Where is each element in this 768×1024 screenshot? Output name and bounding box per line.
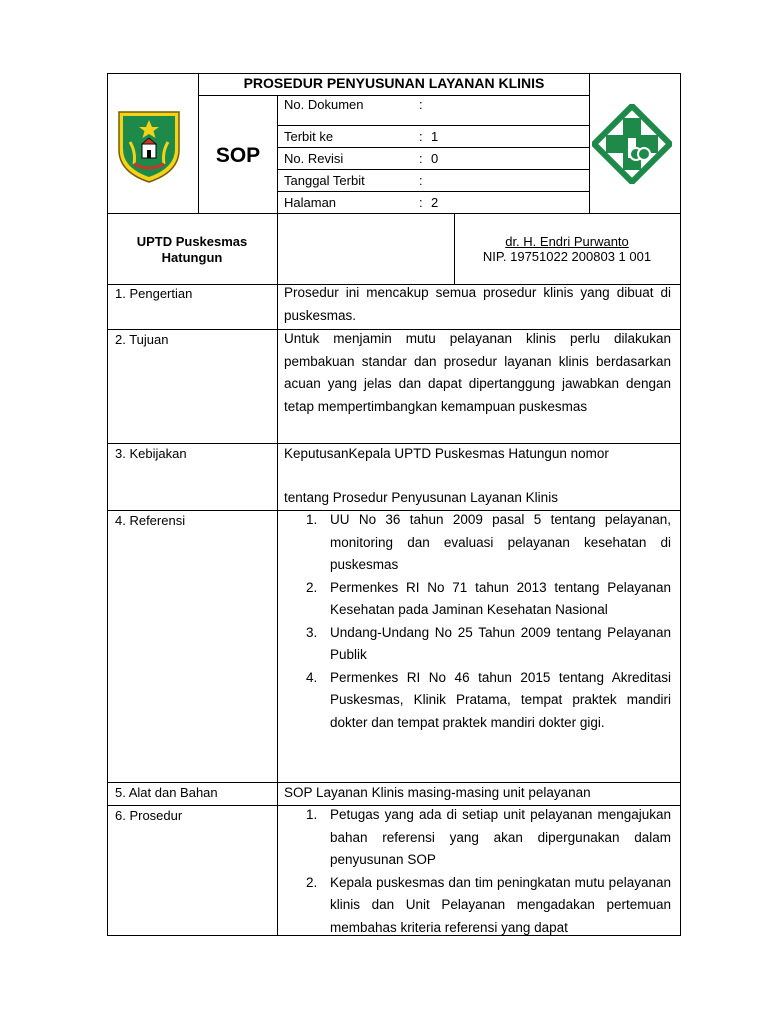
meta-value-terbit-ke: 1 xyxy=(431,129,439,144)
label-referensi: 4. Referensi xyxy=(115,513,186,528)
label-tujuan: 2. Tujuan xyxy=(115,332,169,347)
content-divider xyxy=(277,284,278,936)
signer-name: dr. H. Endri Purwanto xyxy=(505,234,629,249)
meta-label-tanggal-terbit: Tanggal Terbit xyxy=(284,173,365,188)
list-item-text: Permenkes RI No 71 tahun 2013 tentang Pelayanan Kesehatan pada Jaminan Kesehatan Nasional xyxy=(330,579,671,617)
meta-label-halaman: Halaman xyxy=(284,195,337,210)
meta-value-no-revisi: 0 xyxy=(431,151,439,166)
meta-label-no-dokumen: No. Dokumen xyxy=(284,97,364,112)
list-item-number: 1. xyxy=(306,807,318,822)
text-alat-bahan: SOP Layanan Klinis masing-masing unit pelayanan xyxy=(284,785,591,800)
org-name-line2: Hatungun xyxy=(161,250,223,265)
list-item-number: 2. xyxy=(306,579,318,595)
meta-sep-tanggal-terbit: : xyxy=(419,173,423,188)
list-item-number: 1. xyxy=(306,512,318,527)
list-item-text: UU No 36 tahun 2009 pasal 5 tentang pelayanan, monitoring dan evaluasi pelayanan kesehatan di puskesmas xyxy=(330,512,671,572)
meta-line-3 xyxy=(277,169,590,170)
header-bottom-line xyxy=(107,213,681,214)
sop-label: SOP xyxy=(215,144,261,167)
list-item-number: 3. xyxy=(306,624,318,640)
regency-emblem-icon xyxy=(114,106,184,184)
org-name-line1: UPTD Puskesmas xyxy=(136,234,248,249)
list-item-text: Permenkes RI No 46 tahun 2015 tentang Akreditasi Puskesmas, Klinik Pratama, tempat praktek mandiri dokter dan tempat praktek mandiri dokter gigi. xyxy=(330,669,671,730)
document-title: PROSEDUR PENYUSUNAN LAYANAN KLINIS xyxy=(243,75,545,91)
row-sep-2 xyxy=(107,443,681,444)
meta-sep-no-dokumen: : xyxy=(419,97,423,112)
list-item xyxy=(284,577,671,622)
puskesmas-logo-icon xyxy=(592,104,672,184)
meta-label-no-revisi: No. Revisi xyxy=(284,151,344,166)
header-divider-left xyxy=(198,73,199,213)
meta-sep-terbit-ke: : xyxy=(419,129,423,144)
list-item xyxy=(284,509,671,577)
org-divider-1 xyxy=(277,213,278,284)
meta-line-4 xyxy=(277,191,590,192)
text-pengertian: Prosedur ini mencakup semua prosedur klinis yang dibuat di puskesmas. xyxy=(284,285,671,323)
label-kebijakan: 3. Kebijakan xyxy=(115,446,187,461)
header-divider-right xyxy=(589,73,590,213)
meta-line-1 xyxy=(277,125,590,126)
label-alat-bahan: 5. Alat dan Bahan xyxy=(115,785,218,800)
title-underline xyxy=(198,95,590,96)
border-right xyxy=(680,73,681,936)
meta-sep-no-revisi: : xyxy=(419,151,423,166)
meta-line-2 xyxy=(277,147,590,148)
row-sep-4 xyxy=(107,782,681,783)
list-item-text: Petugas yang ada di setiap unit pelayanan mengajukan bahan referensi yang akan dipergunakan dalam penyusunan SOP xyxy=(330,807,671,867)
list-item-text: Undang-Undang No 25 Tahun 2009 tentang Pelayanan Publik xyxy=(330,624,671,662)
list-item xyxy=(284,622,671,667)
referensi-list xyxy=(284,509,671,734)
border-top xyxy=(107,73,681,74)
label-pengertian: 1. Pengertian xyxy=(115,286,193,301)
label-prosedur: 6. Prosedur xyxy=(115,808,183,823)
list-item xyxy=(284,667,671,735)
list-item-number: 2. xyxy=(306,874,318,890)
meta-label-terbit-ke: Terbit ke xyxy=(284,129,334,144)
meta-sep-halaman: : xyxy=(419,195,423,210)
list-item-number: 4. xyxy=(306,669,318,685)
text-tujuan: Untuk menjamin mutu pelayanan klinis perlu dilakukan pembakuan standar dan prosedur layanan klinis berdasarkan acuan yang jelas dan dapat dipertanggung jawabkan dengan tetap mempertimbangkan kemampuan puskesmas xyxy=(284,331,671,414)
prosedur-list xyxy=(284,804,671,939)
meta-value-halaman: 2 xyxy=(431,195,439,210)
list-item xyxy=(284,872,671,940)
border-left xyxy=(107,73,108,936)
text-kebijakan-line1: KeputusanKepala UPTD Puskesmas Hatungun nomor xyxy=(284,446,609,461)
text-kebijakan-line2: tentang Prosedur Penyusunan Layanan Klinis xyxy=(284,490,558,505)
list-item xyxy=(284,804,671,872)
list-item-text: Kepala puskesmas dan tim peningkatan mutu pelayanan klinis dan Unit Pelayanan mengadakan pertemuan membahas kriteria referensi yang dapat xyxy=(330,874,671,935)
signer-nip: NIP. 19751022 200803 1 001 xyxy=(482,249,652,264)
